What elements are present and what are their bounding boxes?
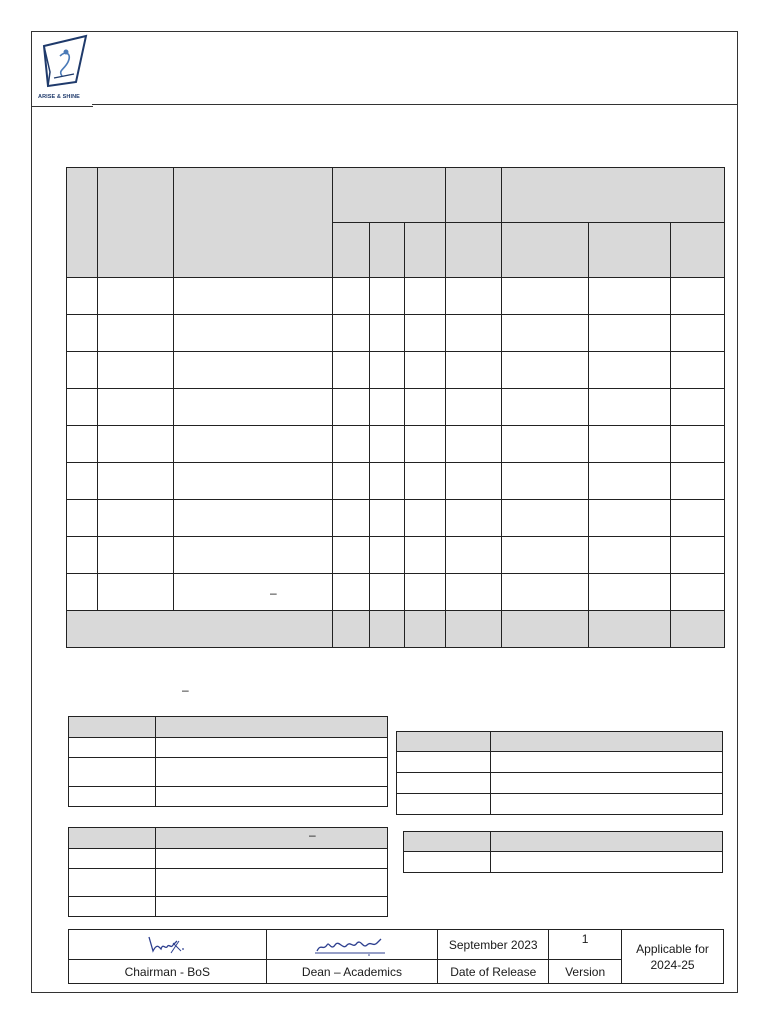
table-cell — [369, 500, 405, 537]
small-table-cell — [397, 773, 491, 794]
total-cell — [502, 611, 589, 648]
table-total-row — [67, 611, 725, 648]
table-cell — [589, 463, 671, 500]
header-rule-short — [31, 106, 93, 107]
chairman-label: Chairman - BoS — [69, 960, 267, 984]
table-cell — [67, 537, 98, 574]
header-cell-credits — [446, 168, 502, 223]
subheader-cell — [332, 223, 369, 278]
table-cell — [332, 389, 369, 426]
table-row — [67, 278, 725, 315]
table-cell — [173, 352, 332, 389]
table-cell — [369, 574, 405, 611]
table-cell — [502, 537, 589, 574]
table-row-mark: – — [270, 586, 277, 600]
table-cell — [332, 500, 369, 537]
table-cell — [589, 574, 671, 611]
subheader-cell — [589, 223, 671, 278]
institution-logo — [38, 34, 92, 106]
table-cell — [97, 426, 173, 463]
table-row — [67, 352, 725, 389]
table-cell — [589, 537, 671, 574]
table-cell — [589, 278, 671, 315]
table-cell — [173, 426, 332, 463]
table-cell — [97, 574, 173, 611]
table-row — [67, 537, 725, 574]
small-table-cell — [69, 869, 156, 897]
table-cell — [173, 463, 332, 500]
table-cell — [97, 278, 173, 315]
table-cell — [369, 537, 405, 574]
table-cell — [405, 315, 446, 352]
header-cell-marks — [502, 168, 725, 223]
small-table-cell — [490, 752, 722, 773]
table-cell — [332, 426, 369, 463]
small-table-cell — [155, 787, 387, 807]
header-cell-sl — [67, 168, 98, 278]
small-table-cell — [69, 897, 156, 917]
small-table-header-cell — [490, 832, 722, 852]
small-table-cell — [69, 787, 156, 807]
version-label: Version — [549, 960, 622, 984]
table-cell — [173, 537, 332, 574]
small-table-d — [403, 831, 723, 873]
small-table-cell — [490, 794, 722, 815]
table-cell — [446, 500, 502, 537]
table-cell — [67, 389, 98, 426]
section-mark: – — [182, 683, 189, 697]
table-cell — [405, 574, 446, 611]
table-cell — [502, 463, 589, 500]
subheader-cell — [446, 223, 502, 278]
table-cell — [67, 463, 98, 500]
total-cell — [405, 611, 446, 648]
subheader-cell — [405, 223, 446, 278]
small-table-cell — [397, 752, 491, 773]
table-cell — [589, 389, 671, 426]
applicable-cell: Applicable for 2024-25 — [622, 930, 724, 984]
table-cell — [332, 463, 369, 500]
table-cell — [97, 352, 173, 389]
small-table-cell — [155, 869, 387, 897]
total-label-cell — [67, 611, 333, 648]
release-label: Date of Release — [438, 960, 549, 984]
lower-table-mark: – — [309, 828, 316, 842]
table-cell — [67, 574, 98, 611]
table-header-row — [67, 168, 725, 223]
table-cell — [67, 500, 98, 537]
table-cell — [332, 352, 369, 389]
table-cell — [671, 315, 725, 352]
table-cell — [369, 352, 405, 389]
chairman-signature-cell — [69, 930, 267, 960]
table-cell — [332, 574, 369, 611]
table-cell — [369, 278, 405, 315]
small-table-header-cell — [490, 732, 722, 752]
small-table-header-cell — [155, 828, 387, 849]
table-cell — [446, 278, 502, 315]
table-row — [67, 500, 725, 537]
table-cell — [97, 389, 173, 426]
table-cell — [502, 278, 589, 315]
total-cell — [332, 611, 369, 648]
logo-motto: ARISE & SHINE — [38, 94, 80, 100]
table-cell — [405, 463, 446, 500]
table-cell — [369, 389, 405, 426]
table-row — [67, 315, 725, 352]
table-cell — [446, 352, 502, 389]
small-table-header-cell — [155, 717, 387, 738]
total-cell — [671, 611, 725, 648]
table-cell — [97, 463, 173, 500]
table-cell — [173, 500, 332, 537]
approval-footer — [68, 929, 724, 984]
table-cell — [97, 315, 173, 352]
small-table-b — [396, 731, 723, 815]
chairman-signature-icon — [137, 933, 197, 957]
table-cell — [671, 278, 725, 315]
subheader-cell — [369, 223, 405, 278]
table-cell — [446, 315, 502, 352]
table-cell — [502, 389, 589, 426]
logo-emblem-icon — [38, 34, 92, 94]
table-cell — [446, 426, 502, 463]
total-cell — [369, 611, 405, 648]
table-row — [67, 574, 725, 611]
table-cell — [671, 574, 725, 611]
small-table-header-cell — [404, 832, 491, 852]
table-cell — [332, 315, 369, 352]
table-cell — [405, 352, 446, 389]
table-cell — [589, 500, 671, 537]
subheader-cell — [502, 223, 589, 278]
table-cell — [671, 500, 725, 537]
small-table-cell — [69, 849, 156, 869]
table-cell — [671, 463, 725, 500]
table-cell — [671, 389, 725, 426]
table-cell — [589, 426, 671, 463]
table-cell — [589, 352, 671, 389]
table-cell — [67, 352, 98, 389]
course-table — [66, 167, 725, 648]
dean-signature-cell — [266, 930, 438, 960]
table-cell — [173, 315, 332, 352]
subheader-cell — [671, 223, 725, 278]
table-cell — [671, 352, 725, 389]
table-cell — [67, 426, 98, 463]
table-cell — [502, 500, 589, 537]
table-cell — [446, 574, 502, 611]
total-cell — [589, 611, 671, 648]
table-cell — [405, 426, 446, 463]
header-rule — [92, 104, 738, 105]
total-cell — [446, 611, 502, 648]
table-cell — [502, 352, 589, 389]
small-table-cell — [155, 738, 387, 758]
table-cell — [97, 500, 173, 537]
table-cell — [446, 463, 502, 500]
table-row — [67, 463, 725, 500]
table-cell — [502, 315, 589, 352]
table-row — [67, 426, 725, 463]
table-cell — [369, 463, 405, 500]
header-cell-hours — [332, 168, 446, 223]
header-cell-code — [97, 168, 173, 278]
table-cell — [173, 574, 332, 611]
table-cell — [671, 426, 725, 463]
small-table-cell — [490, 773, 722, 794]
table-cell — [332, 278, 369, 315]
small-table-a — [68, 716, 388, 807]
table-cell — [502, 426, 589, 463]
small-table-cell — [155, 849, 387, 869]
small-table-cell — [404, 852, 491, 873]
table-cell — [67, 278, 98, 315]
small-table-cell — [69, 758, 156, 787]
table-cell — [446, 537, 502, 574]
table-body — [67, 278, 725, 611]
table-cell — [405, 537, 446, 574]
dean-label: Dean – Academics — [266, 960, 438, 984]
table-row — [67, 389, 725, 426]
table-cell — [446, 389, 502, 426]
table-cell — [369, 426, 405, 463]
small-table-cell — [155, 897, 387, 917]
small-table-cell — [69, 738, 156, 758]
table-cell — [173, 278, 332, 315]
header-cell-title — [173, 168, 332, 278]
small-table-cell — [397, 794, 491, 815]
table-cell — [67, 315, 98, 352]
table-cell — [97, 537, 173, 574]
table-cell — [405, 500, 446, 537]
dean-signature-icon — [307, 933, 397, 957]
table-cell — [173, 389, 332, 426]
table-cell — [589, 315, 671, 352]
table-cell — [405, 278, 446, 315]
table-cell — [405, 389, 446, 426]
small-table-cell — [490, 852, 722, 873]
release-date-cell: September 2023 — [438, 930, 549, 960]
small-table-header-cell — [397, 732, 491, 752]
small-table-cell — [155, 758, 387, 787]
table-cell — [369, 315, 405, 352]
table-cell — [332, 537, 369, 574]
small-table-header-cell — [69, 828, 156, 849]
small-table-header-cell — [69, 717, 156, 738]
table-cell — [502, 574, 589, 611]
version-number-cell: 1 — [549, 930, 622, 960]
small-table-c — [68, 827, 388, 917]
table-cell — [671, 537, 725, 574]
